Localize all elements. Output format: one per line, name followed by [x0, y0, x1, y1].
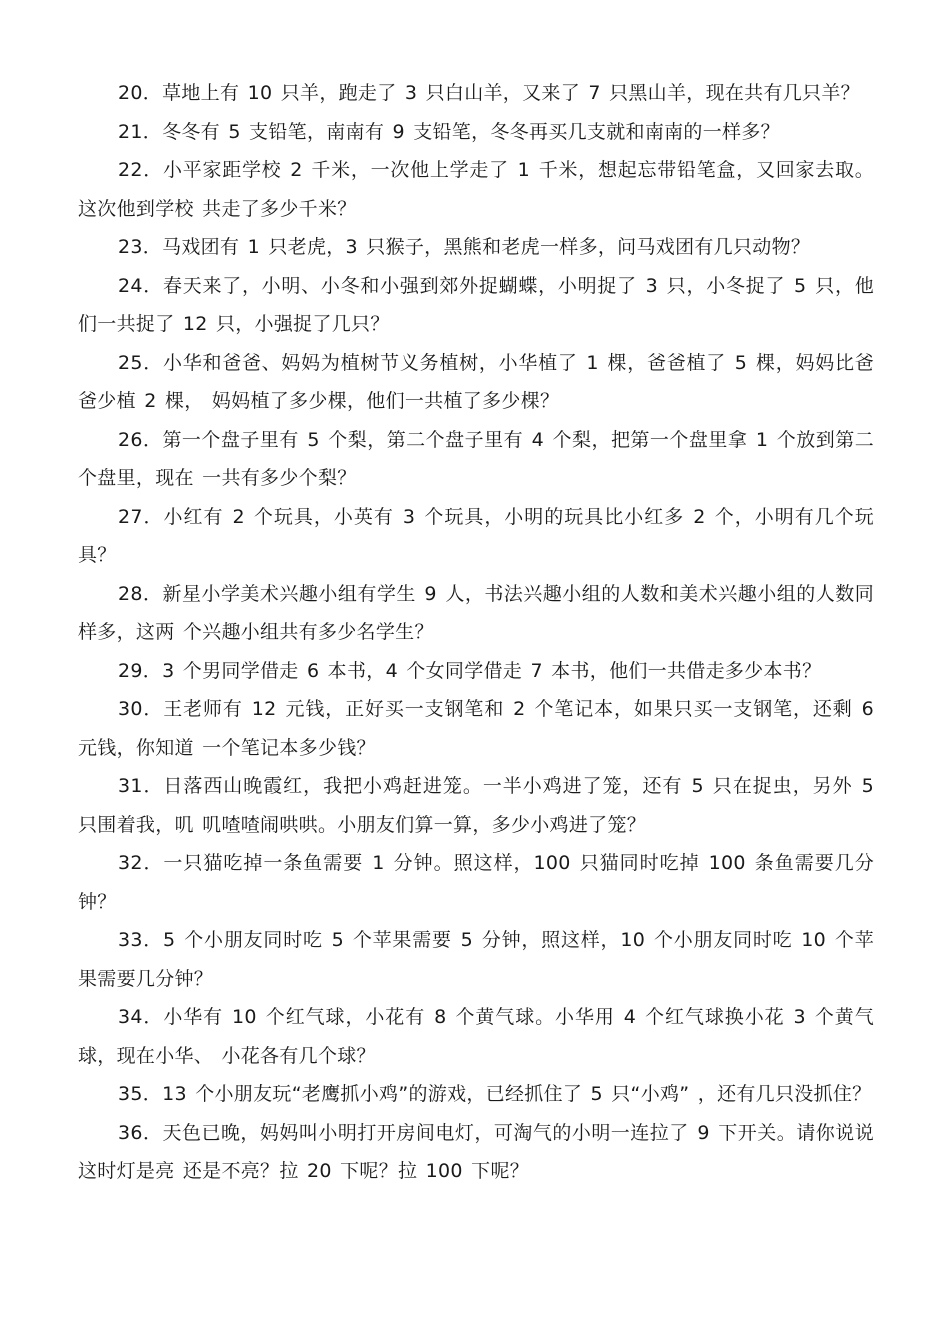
problem-21: 21．冬冬有 5 支铅笔，南南有 9 支铅笔，冬冬再买几支就和南南的一样多？ [118, 120, 780, 143]
problem-36: 36．天色已晚，妈妈叫小明打开房间电灯，可淘气的小明一连拉了 9 下开关。请你说说这时灯是亮 还是不亮？拉 20 下呢？拉 100 下呢？ [78, 1121, 874, 1182]
problem-22: 22．小平家距学校 2 千米，一次他上学走了 1 千米，想起忘带铅笔盒，又回家去取。这次他到学校 共走了多少千米？ [78, 159, 874, 220]
problem-33: 33．5 个小朋友同时吃 5 个苹果需要 5 分钟，照这样，10 个小朋友同时吃 10 个苹果需要几分钟？ [78, 929, 874, 990]
problem-23: 23．马戏团有 1 只老虎，3 只猴子，黑熊和老虎一样多，问马戏团有几只动物？ [118, 236, 811, 258]
problem-32: 32．一只猫吃掉一条鱼需要 1 分钟。照这样，100 只猫同时吃掉 100 条鱼需要几分钟？ [78, 852, 874, 913]
problem-30: 30．王老师有 12 元钱，正好买一支钢笔和 2 个笔记本，如果只买一支钢笔，还剩 6 元钱，你知道 一个笔记本多少钱？ [78, 698, 874, 759]
problem-list [78, 74, 874, 1191]
problem-29: 29．3 个男同学借走 6 本书，4 个女同学借走 7 本书，他们一共借走多少本书？ [118, 659, 822, 682]
problem-31: 31．日落西山晚霞红，我把小鸡赶进笼。一半小鸡进了笼，还有 5 只在捉虫，另外 5 只围着我，叽 叽喳喳闹哄哄。小朋友们算一算，多少小鸡进了笼？ [78, 775, 874, 836]
problem-28: 28．新星小学美术兴趣小组有学生 9 人，书法兴趣小组的人数和美术兴趣小组的人数同样多，这两 个兴趣小组共有多少名学生？ [78, 582, 874, 643]
problem-34: 34．小华有 10 个红气球，小花有 8 个黄气球。小华用 4 个红气球换小花 3 个黄气球，现在小华、 小花各有几个球？ [78, 1006, 874, 1067]
problem-25: 25．小华和爸爸、妈妈为植树节义务植树，小华植了 1 棵，爸爸植了 5 棵，妈妈比爸爸少植 2 棵， 妈妈植了多少棵，他们一共植了多少棵？ [78, 351, 874, 412]
problem-35: 35．13 个小朋友玩“老鹰抓小鸡”的游戏，已经抓住了 5 只“小鸡” ，还有几只没抓住？ [118, 1083, 872, 1105]
problem-27: 27．小红有 2 个玩具，小英有 3 个玩具，小明的玩具比小红多 2 个，小明有几个玩具？ [78, 505, 874, 566]
problem-26: 26．第一个盘子里有 5 个梨，第二个盘子里有 4 个梨，把第一个盘里拿 1 个放到第二个盘里，现在 一共有多少个梨？ [78, 428, 874, 489]
problem-20: 20．草地上有 10 只羊，跑走了 3 只白山羊，又来了 7 只黑山羊，现在共有几只羊？ [118, 82, 860, 104]
problem-24: 24．春天来了，小明、小冬和小强到郊外捉蝴蝶，小明捉了 3 只，小冬捉了 5 只，他们一共捉了 12 只，小强捉了几只？ [78, 274, 874, 335]
